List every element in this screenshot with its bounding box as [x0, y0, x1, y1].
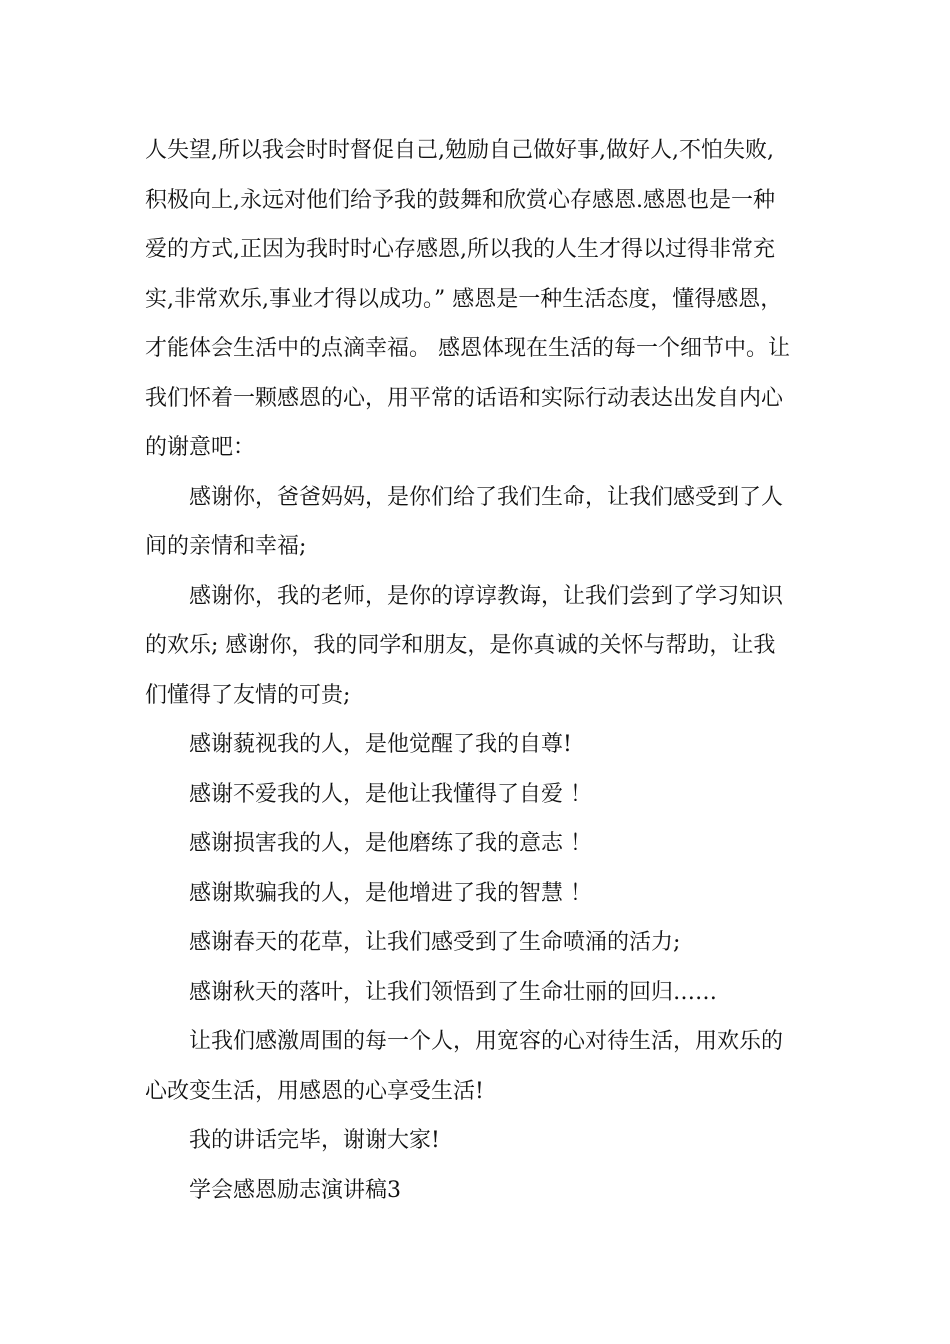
paragraph-line: 的欢乐; 感谢你，我的同学和朋友，是你真诚的关怀与帮助，让我 [145, 633, 776, 658]
paragraph-line: 感谢欺骗我的人，是他增进了我的智慧 ！ [189, 880, 592, 906]
paragraph-line: 们懂得了友情的可贵; [145, 682, 351, 708]
paragraph-line: 感谢秋天的落叶，让我们领悟到了生命壮丽的回归…… [189, 979, 718, 1005]
paragraph-line: 实,非常欢乐,事业才得以成功。” 感恩是一种生活态度，懂得感恩， [145, 286, 783, 312]
paragraph-line: 学会感恩励志演讲稿3 [189, 1177, 401, 1203]
paragraph-line: 的谢意吧： [145, 435, 256, 460]
paragraph-line: 人失望,所以我会时时督促自己,勉励自己做好事,做好人,不怕失败, [145, 138, 774, 163]
paragraph-line: 感谢你，爸爸妈妈，是你们给了我们生命，让我们感受到了人 [189, 484, 784, 510]
paragraph-line: 间的亲情和幸福; [145, 534, 307, 559]
document-body [145, 126, 835, 1215]
paragraph-line: 感谢损害我的人，是他磨练了我的意志 ！ [189, 831, 592, 856]
paragraph-line: 才能体会生活中的点滴幸福。 感恩体现在生活的每一个细节中。让 [145, 336, 790, 361]
paragraph-line: 感谢春天的花草，让我们感受到了生命喷涌的活力; [189, 930, 681, 955]
paragraph-line: 感谢你，我的老师，是你的谆谆教诲，让我们尝到了学习知识 [189, 583, 784, 609]
paragraph-line: 我的讲话完毕，谢谢大家! [189, 1128, 440, 1153]
paragraph-line: 心改变生活，用感恩的心享受生活! [145, 1078, 484, 1104]
paragraph-line: 让我们感激周围的每一个人，用宽容的心对待生活，用欢乐的 [189, 1029, 784, 1054]
paragraph-line: 感谢不爱我的人，是他让我懂得了自爱 ！ [189, 781, 592, 807]
paragraph-line: 爱的方式,正因为我时时心存感恩,所以我的人生才得以过得非常充 [145, 237, 775, 262]
paragraph-line: 积极向上,永远对他们给予我的鼓舞和欣赏心存感恩.感恩也是一种 [145, 187, 775, 213]
paragraph-line: 我们怀着一颗感恩的心，用平常的话语和实际行动表达出发自内心 [145, 385, 784, 411]
paragraph-line: 感谢藐视我的人，是他觉醒了我的自尊! [189, 732, 572, 757]
